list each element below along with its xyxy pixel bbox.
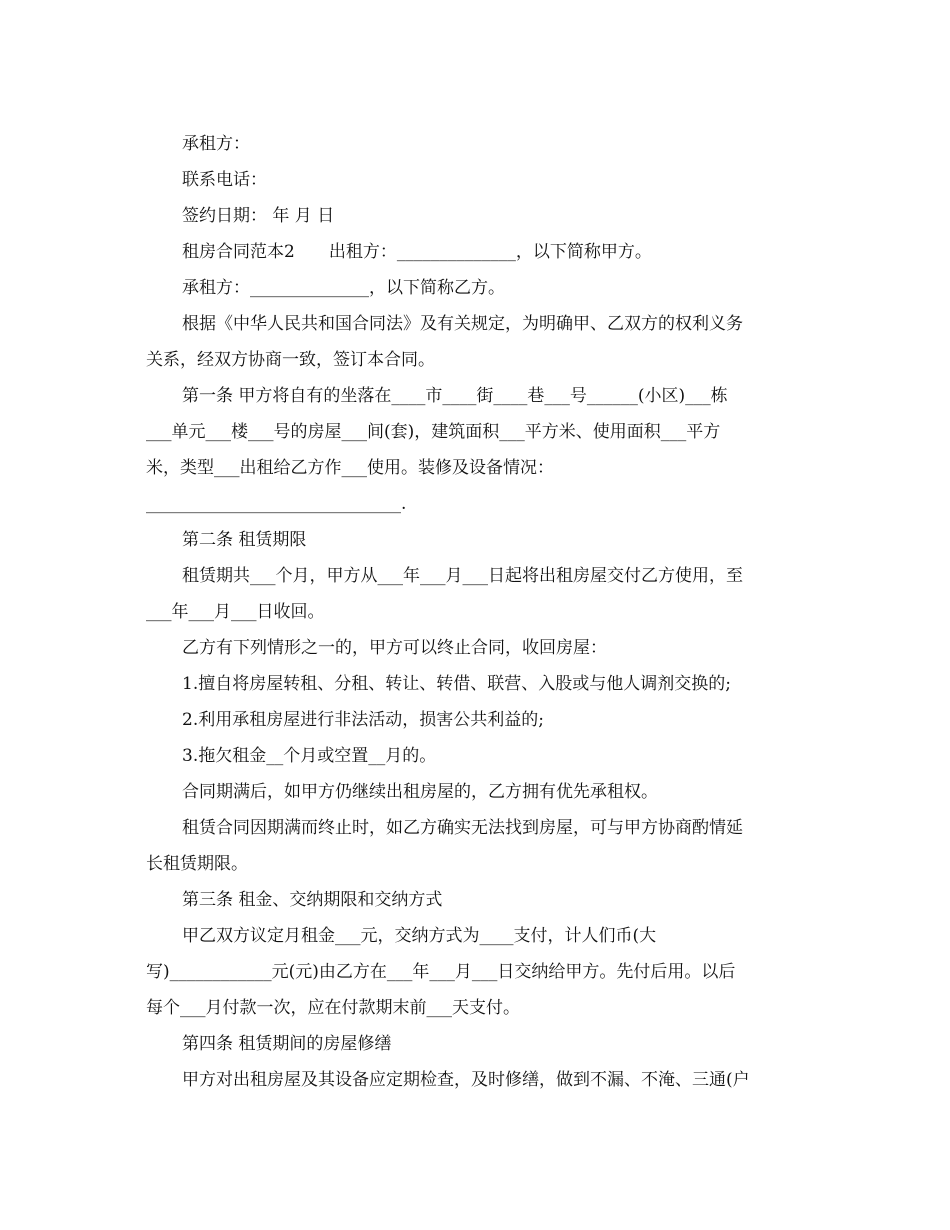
contact-phone-line: 联系电话： bbox=[182, 170, 267, 190]
article-2-line: 租赁期共___个月，甲方从___年___月___日起将出租房屋交付乙方使用，至 bbox=[182, 566, 743, 586]
priority-renewal-line: 合同期满后，如甲方仍继续出租房屋的，乙方拥有优先承租权。 bbox=[182, 782, 658, 802]
termination-intro-line: 乙方有下列情形之一的，甲方可以终止合同，收回房屋： bbox=[182, 638, 607, 658]
extension-line: 租赁合同因期满而终止时，如乙方确实无法找到房屋，可与甲方协商酌情延 bbox=[182, 818, 743, 838]
tenant-party-line: 承租方：______________，以下简称乙方。 bbox=[182, 278, 505, 298]
article-1-line: 第一条 甲方将自有的坐落在____市____街____巷___号______(小区)___栋 bbox=[182, 386, 728, 406]
signing-date-line: 签约日期： 年 月 日 bbox=[182, 206, 335, 226]
termination-item-2: 2.利用承租房屋进行非法活动，损害公共利益的; bbox=[182, 710, 544, 730]
extension-line: 长租赁期限。 bbox=[146, 854, 248, 874]
article-1-line: ___单元___楼___号的房屋___间(套)，建筑面积___平方米、使用面积___平方 bbox=[146, 422, 721, 442]
article-3-line: 每个___月付款一次，应在付款期末前___天支付。 bbox=[146, 998, 520, 1018]
article-1-line: 米，类型___出租给乙方作___使用。装修及设备情况： bbox=[146, 458, 554, 478]
article-2-heading: 第二条 租赁期限 bbox=[182, 530, 307, 550]
contract-page bbox=[146, 126, 806, 1098]
article-3-line: 写)____________元(元)由乙方在___年___月___日交纳给甲方。先付后用。以后 bbox=[146, 962, 736, 982]
article-2-line: ___年___月___日收回。 bbox=[146, 602, 325, 622]
contract-title-landlord-line: 租房合同范本2 出租方：______________，以下简称甲方。 bbox=[182, 242, 652, 262]
article-4-line: 甲方对出租房屋及其设备应定期检查，及时修缮，做到不漏、不淹、三通(户 bbox=[182, 1070, 750, 1090]
preamble-line: 根据《中华人民共和国合同法》及有关规定，为明确甲、乙双方的权利义务 bbox=[182, 314, 743, 334]
article-3-line: 甲乙双方议定月租金___元，交纳方式为____支付，计人们币(大 bbox=[182, 926, 657, 946]
tenant-line: 承租方： bbox=[182, 134, 250, 154]
article-4-heading: 第四条 租赁期间的房屋修缮 bbox=[182, 1034, 392, 1054]
termination-item-1: 1.擅自将房屋转租、分租、转让、转借、联营、入股或与他人调剂交换的; bbox=[182, 674, 731, 694]
fill-in-blank-line: ______________________________. bbox=[146, 494, 407, 514]
termination-item-3: 3.拖欠租金__个月或空置__月的。 bbox=[182, 746, 437, 766]
article-3-heading: 第三条 租金、交纳期限和交纳方式 bbox=[182, 890, 443, 910]
preamble-line: 关系，经双方协商一致，签订本合同。 bbox=[146, 350, 435, 370]
